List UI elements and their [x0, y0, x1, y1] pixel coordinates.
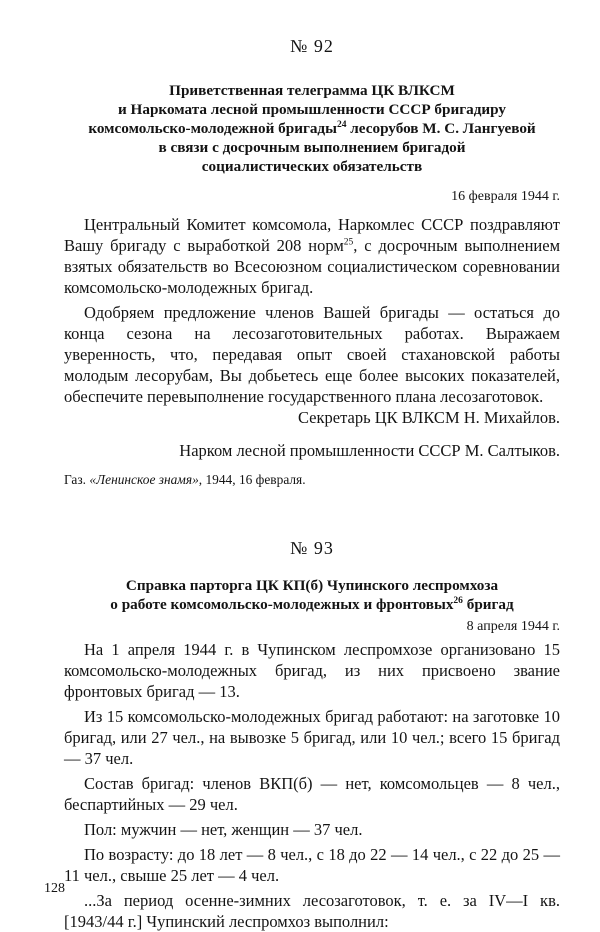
document-date-92: 16 февраля 1944 г. — [451, 189, 560, 204]
title-line: Справка парторга ЦК КП(б) Чупинского леспромхоза — [125, 577, 499, 594]
document-body-93 — [64, 639, 560, 932]
paragraph: Пол: мужчин — нет, женщин — 37 чел. — [84, 820, 363, 839]
title-line: Приветственная телеграмма ЦК ВЛКСМ — [169, 82, 455, 99]
title-line: и Наркомата лесной промышленности СССР бригадиру — [118, 101, 506, 118]
source-citation: Газ. «Ленинское знамя», 1944, 16 февраля. — [64, 472, 306, 487]
title-line: социалистических обязательств — [201, 158, 423, 175]
paragraph: Состав бригад: членов ВКП(б) — нет, комсомольцев — 8 чел., беспартийных — 29 чел. — [64, 774, 560, 814]
footnote-ref-24: 24 — [336, 119, 347, 130]
title-line: в связи с досрочным выполнением бригадой — [158, 139, 466, 156]
paragraph: Центральный Комитет комсомола, Наркомлес СССР поздравляют Вашу бригаду с выработкой 208 норм$^{25}$, с досрочным выполнением взятых обязательств во Всесоюзном социалистическом соревновании комсомольско-молодежных бригад. — [64, 215, 561, 297]
title-line: комсомольско-молодежной бригады$^{24}$ лесорубов М. С. Лангуевой — [88, 119, 536, 137]
footnote-ref-26: 26 — [453, 595, 463, 606]
paragraph: Одобряем предложение членов Вашей бригады — остаться до конца сезона на лесозаготовительных работах. Выражаем уверенность, что, передавая опыт своей стахановской работы молодым лесорубам, Вы добьетесь еще более высоких показателей, обеспечите перевыполнение государственного плана лесозаготовок. — [64, 303, 560, 406]
paragraph: На 1 апреля 1944 г. в Чупинском леспромхозе организовано 15 комсомольско-молодежных бригад, из них присвоено звание фронтовых бригад — 13. — [64, 640, 560, 701]
footnote-ref-25: 25 — [343, 237, 354, 248]
document-date-93: 8 апреля 1944 г. — [466, 619, 560, 634]
paragraph: Из 15 комсомольско-молодежных бригад работают: на заготовке 10 бригад, или 27 чел., на вывозке 5 бригад, или 10 чел.; всего 15 бригад — 37 чел. — [64, 707, 560, 768]
signature-secretary: Секретарь ЦК ВЛКСМ Н. Михайлов. — [297, 408, 560, 427]
page-number: 128 — [44, 881, 65, 896]
document-number-92: № 92 — [290, 36, 334, 56]
signature-narkom: Нарком лесной промышленности СССР М. Салтыков. — [179, 441, 560, 460]
paragraph: ...За период осенне-зимних лесозаготовок, т. е. за IV—I кв. [1943/44 г.] Чупинский леспромхоз выполнил: — [64, 891, 560, 931]
document-title-93 — [64, 576, 560, 614]
document-number-93: № 93 — [290, 538, 334, 558]
title-line: о работе комсомольско-молодежных и фронтовых$^{26}$ бригад — [110, 595, 514, 613]
document-title-92 — [64, 81, 560, 176]
document-body-92 — [64, 214, 560, 411]
paragraph: По возрасту: до 18 лет — 8 чел., с 18 до 22 — 14 чел., с 22 до 25 — 11 чел., свыше 25 лет — 4 чел. — [64, 845, 560, 885]
